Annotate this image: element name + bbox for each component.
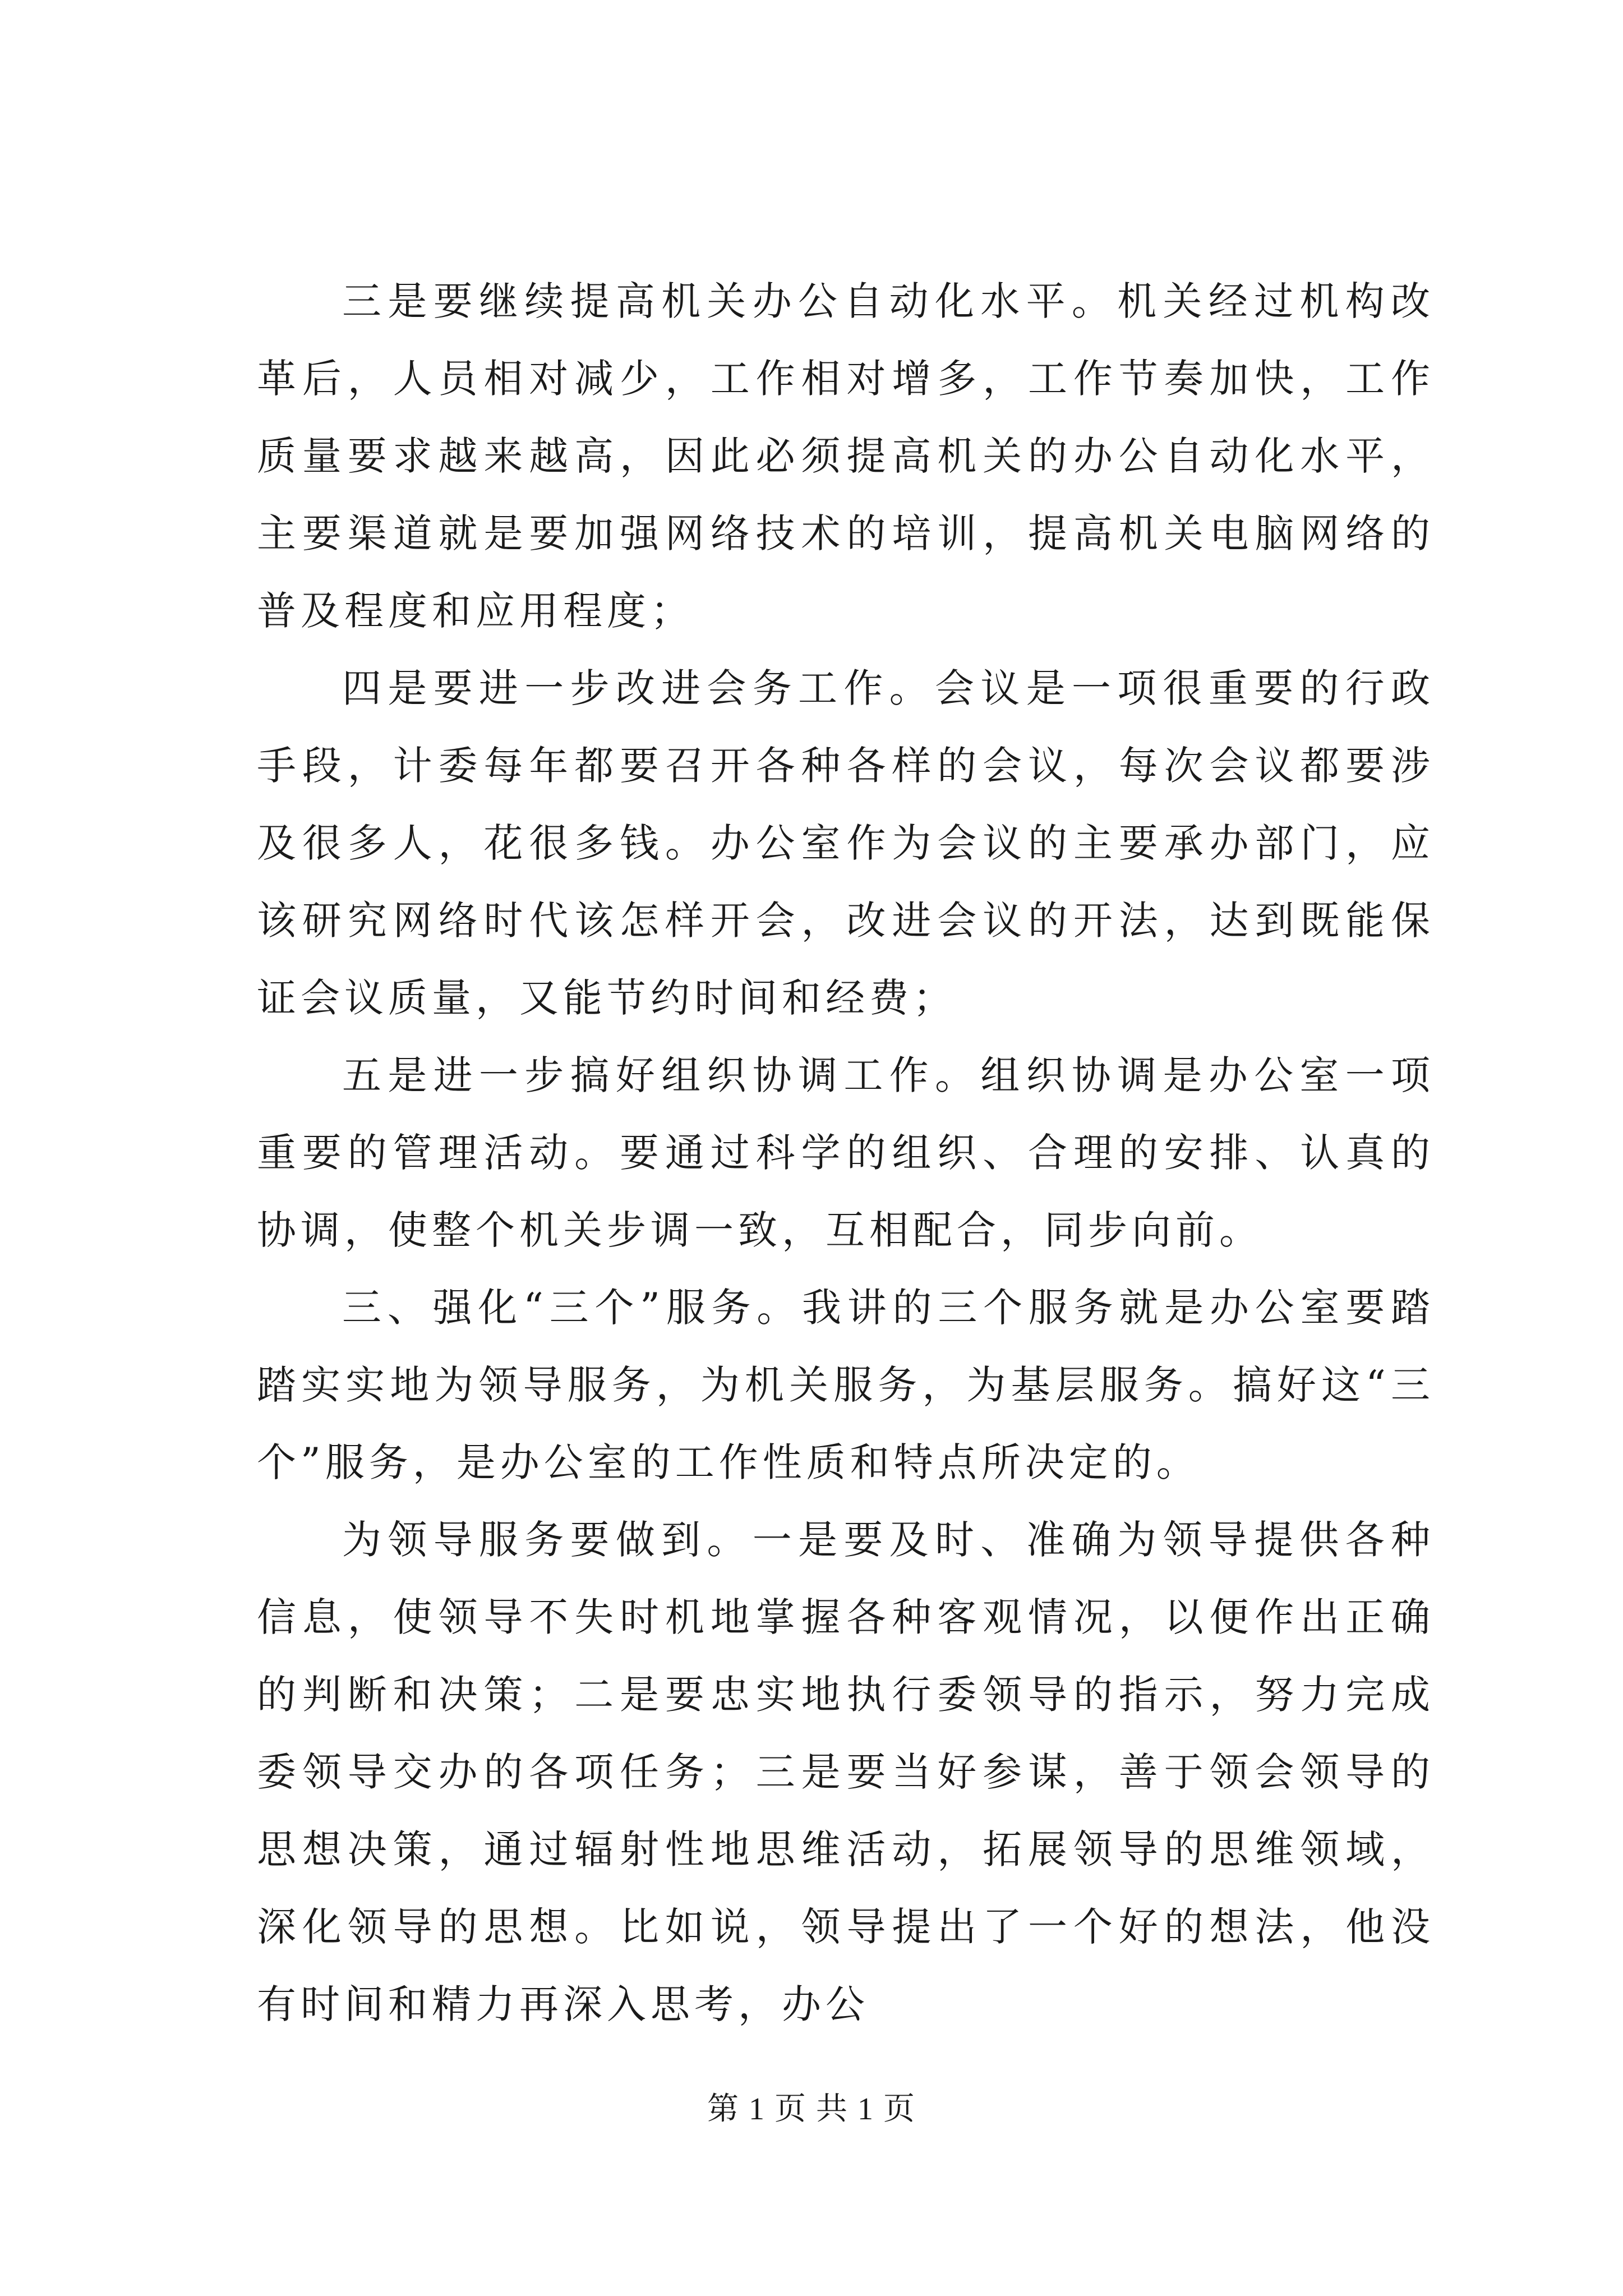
page-number-footer: 第 1 页 共 1 页 (707, 2092, 916, 2127)
paragraph-coordination-work: 五是进一步搞好组织协调工作。组织协调是办公室一项重要的管理活动。要通过科学的组织、合理的安排、认真的协调，使整个机关步调一致，互相配合，同步向前。 (257, 1052, 1435, 1253)
paragraph-office-automation: 三是要继续提高机关办公自动化水平。机关经过机构改革后，人员相对减少，工作相对增多，工作节奏加快，工作质量要求越来越高，因此必须提高机关的办公自动化水平，主要渠道就是要加强网络技术的培训，提高机关电脑网络的普及程度和应用程度； (257, 278, 1435, 634)
paragraph-serve-leadership: 为领导服务要做到。一是要及时、准确为领导提供各种信息，使领导不失时机地掌握各种客观情况，以便作出正确的判断和决策；二是要忠实地执行委领导的指示，努力完成委领导交办的各项任务；三是要当好参谋，善于领会领导的思想决策，通过辐射性地思维活动，拓展领导的思维领域，深化领导的思想。比如说，领导提出了一个好的想法，他没有时间和精力再深入思考，办公 (257, 1517, 1435, 2027)
document-body (257, 263, 1435, 2043)
paragraph-meeting-work: 四是要进一步改进会务工作。会议是一项很重要的行政手段，计委每年都要召开各种各样的会议，每次会议都要涉及很多人，花很多钱。办公室作为会议的主要承办部门，应该研究网络时代该怎样开会，改进会议的开法，达到既能保证会议质量，又能节约时间和经费； (257, 665, 1435, 1021)
paragraph-three-services: 三、强化“三个”服务。我讲的三个服务就是办公室要踏踏实实地为领导服务，为机关服务，为基层服务。搞好这“三个”服务，是办公室的工作性质和特点所决定的。 (257, 1285, 1435, 1485)
